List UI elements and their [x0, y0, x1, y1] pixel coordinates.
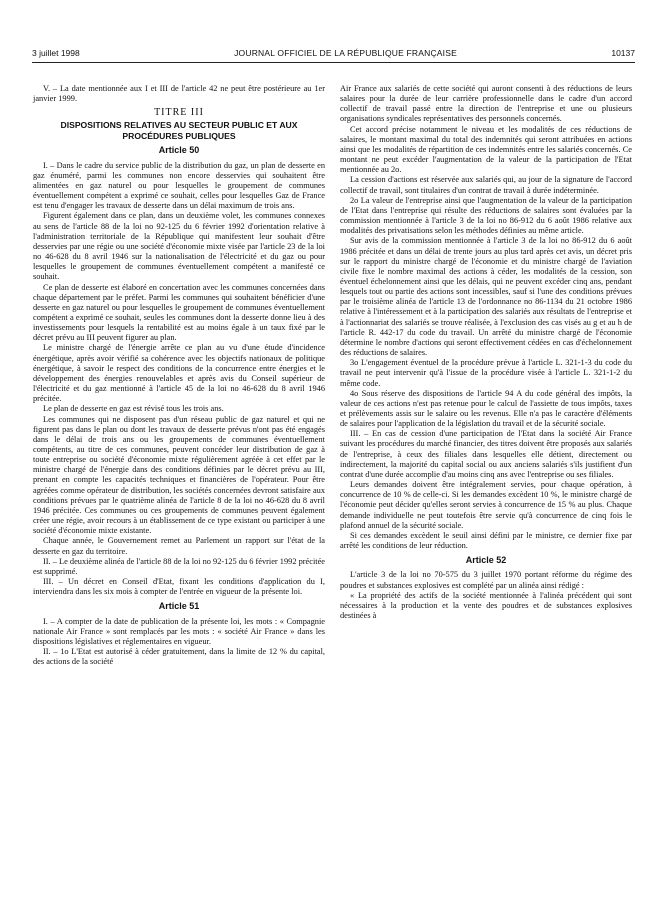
titre-subtitle: DISPOSITIONS RELATIVES AU SECTEUR PUBLIC ET AUX PROCÉDURES PUBLIQUES [60, 120, 298, 141]
article-51-body [33, 617, 325, 668]
paragraph: Cet accord précise notamment le niveau et les modalités de ces réductions de salaires, le montant maximal du total des indemnités qui seront attribuées en actions ainsi que les modalités de répartition de ces indemnités entre les salariés concernés. Ce montant ne peut excéder l'augmentation de la valeur de la participation de l'Etat mentionnée au 2o. [340, 124, 632, 175]
paragraph: II. – Le deuxième alinéa de l'article 88 de la loi no 92-125 du 6 février 1992 précitée est supprimé. [33, 556, 325, 576]
paragraph: La cession d'actions est réservée aux salariés qui, au jour de la signature de l'accord collectif de travail, sont titulaires d'un contrat de travail à durée indéterminée. [340, 175, 632, 195]
header-page-number: 10137 [611, 48, 635, 58]
paragraph: I. – Dans le cadre du service public de la distribution du gaz, un plan de desserte en gaz énuméré, parmi les communes non encore desservies qui souhaitent être alimentées en gaz naturel ou pour lesquelles le groupement de communes éventuellement compétent a exprimé ce souhait, celles pour lesquelles Gaz de France est tenu d'engager les travaux de desserte dans un délai maximum de trois ans. [33, 160, 325, 211]
paragraph: Leurs demandes doivent être intégralement servies, pour chaque opération, à concurrence de 10 % de celle-ci. Si les demandes excèdent 10 %, le ministre chargé de l'économie peut décider qu'elles seront servies à concurrence de 15 % au plus. Chaque demande individuelle ne peut toutefois être servie qu'à concurrence de cinq fois le plafond annuel de la sécurité sociale. [340, 480, 632, 530]
paragraph: « La propriété des actifs de la société mentionnée à l'alinéa précédent qui sont nécessaires à la production et la vente des poudres et de substances explosives destinées à [340, 590, 632, 620]
paragraph: 3o L'engagement éventuel de la procédure prévue à l'article L. 321-1-3 du code du travail ne peut intervenir qu'à l'issue de la procédure visée à l'article L. 321-1-2 du même code. [340, 358, 632, 388]
titre-heading: TITRE III [154, 107, 204, 119]
article-52-heading: Article 52 [465, 555, 507, 566]
article-50-heading: Article 50 [158, 145, 200, 156]
paragraph: II. – 1o L'Etat est autorisé à céder gratuitement, dans la limite de 12 % du capital, des actions de la société [33, 646, 325, 667]
paragraph: III. – En cas de cession d'une participation de l'Etat dans la société Air France suivant les procédures du marché financier, des titres doivent être proposés aux salariés de l'entreprise, à ceux des filiales dans lesquelles elle détient, directement ou indirectement, la majorité du capital social ou aux anciens salariés s'ils justifient d'un contrat d'une durée accomplie d'au moins cinq ans avec l'entreprise ou ses filiales. [340, 429, 632, 479]
page-header [32, 46, 635, 63]
paragraph: Ce plan de desserte est élaboré en concertation avec les communes concernées dans chaque département par le préfet. Parmi les communes qui souhaitent bénéficier d'une desserte en gaz naturel ou pour lesquelles le groupement de communes éventuellement compétent a exprimé ce souhait, seules les communes dont la desserte donne lieu à des investissements pour lesquels la rentabilité est au moins égale à un taux fixé par le décret prévu au III peuvent figurer au plan. [33, 282, 325, 343]
paragraph: I. – A compter de la date de publication de la présente loi, les mots : « Compagnie nationale Air France » sont remplacés par les mots : « société Air France » dans les dispositions législatives et réglementaires en vigueur. [33, 616, 325, 646]
paragraph: Le ministre chargé de l'énergie arrête ce plan au vu d'une étude d'incidence énergétique, après avoir vérifié sa cohérence avec les objectifs nationaux de politique énergétique, à savoir le respect des conditions de la concurrence entre énergies et le développement des énergies renouvelables et après avis du Conseil supérieur de l'électricité et du gaz mentionné à l'article 45 de la loi no 46-628 du 8 avril 1946 précitée. [33, 343, 325, 404]
paragraph: 2o La valeur de l'entreprise ainsi que l'augmentation de la valeur de la participation de l'Etat dans l'entreprise qui résulte des réductions de salaires sont évaluées par la commission mentionnée à l'article 3 de la loi no 86-912 du 6 août 1986 relative aux modalités des privatisations selon les méthodes définies au même article. [340, 195, 632, 236]
paragraph: 4o Sous réserve des dispositions de l'article 94 A du code général des impôts, la valeur de ces actions n'est pas retenue pour le calcul de l'assiette de tous impôts, taxes et prélèvements assis sur le salaire ou les revenus. Elle n'a pas le caractère d'éléments de salaires pour l'application de la législation du travail et de la sécurité sociale. [340, 388, 632, 429]
paragraph: Air France aux salariés de cette société qui auront consenti à des réductions de leurs salaires pour la durée de leur carrière professionnelle dans le cadre d'un accord collectif de travail passé entre la direction de l'entreprise et une ou plusieurs organisations syndicales représentatives des personnels concernés. [340, 84, 632, 124]
intro-paragraph: V. – La date mentionnée aux I et III de l'article 42 ne peut être postérieure au 1er janvier 1999. [33, 84, 325, 104]
paragraph: Les communes qui ne disposent pas d'un réseau public de gaz naturel et qui ne figurent pas dans le plan ou dont les travaux de desserte prévus n'ont pas été engagés dans le délai de trois ans ou les groupements de communes éventuellement compétents, au titre de ces communes, peuvent concéder leur distribution de gaz à toute entreprise ou société d'économie mixte régulièrement agréée à cet effet par le ministre chargé de l'énergie dans des conditions définies par le décret prévu au III, prenant en compte les capacités techniques et financières de l'opérateur. Pour être agréées comme opérateur de distribution, les sociétés concernées devront satisfaire aux conditions prévues par le quatrième alinéa de l'article 8 de la loi no 46-628 du 8 avril 1946 précitée. Ces communes ou ces groupements de communes peuvent également créer une régie, avoir recours à un établissement de ce type existant ou participer à une société d'économie mixte existante. [33, 414, 325, 536]
header-journal-title: JOURNAL OFFICIEL DE LA RÉPUBLIQUE FRANÇAISE [234, 48, 457, 58]
article-51-heading: Article 51 [158, 601, 200, 612]
article-50-body [33, 161, 325, 598]
article-52-body [340, 570, 632, 621]
left-column [33, 84, 325, 667]
paragraph: L'article 3 de la loi no 70-575 du 3 juillet 1970 portant réforme du régime des poudres et substances explosives est complété par un alinéa ainsi rédigé : [340, 570, 632, 590]
paragraph: Figurent également dans ce plan, dans un deuxième volet, les communes connexes au sens de l'article 88 de la loi no 92-125 du 6 février 1992 d'orientation relative à l'administration territoriale de la République qui manifestent leur souhait d'être desservies par une régie ou une société d'économie mixte visée par l'article 23 de la loi no 46-628 du 8 avril 1946 sur la nationalisation de l'électricité et du gaz ou pour lesquelles le groupement de communes éventuellement compétent a manifesté ce souhait. [33, 211, 325, 282]
article-51-continued-body [340, 84, 632, 551]
paragraph: III. – Un décret en Conseil d'Etat, fixant les conditions d'application du I, interviendra dans les six mois à compter de l'entrée en vigueur de la présente loi. [33, 577, 325, 597]
paragraph: Sur avis de la commission mentionnée à l'article 3 de la loi no 86-912 du 6 août 1986 précitée et dans un délai de trente jours au plus tard après cet avis, un décret pris sur le rapport du ministre chargé de l'économie et du ministre chargé de l'aviation civile fixe le nombre maximal des actions à céder, les modalités de la cession, son éventuel échelonnement ainsi que les délais, qui ne peuvent excéder cinq ans, pendant lesquels tout ou partie des actions sont incessibles, sauf si l'une des conditions prévues par le troisième alinéa de l'article 13 de l'ordonnance no 86-1134 du 21 octobre 1986 relative à l'intéressement et à la participation des salariés aux résultats de l'entreprise et à l'actionnariat des salariés se trouve réalisée, à l'exclusion des cas visés au g et au h de l'article R. 442-17 du code du travail. Un arrêté du ministre chargé de l'économie détermine le nombre d'actions qui seront effectivement cédées en cas d'échelonnement des réductions de salaires. [340, 236, 632, 358]
paragraph: Le plan de desserte en gaz est révisé tous les trois ans. [43, 404, 224, 414]
paragraph: Si ces demandes excèdent le seuil ainsi défini par le ministre, ce dernier fixe par arrêté les conditions de leur réduction. [340, 530, 632, 551]
paragraph: Chaque année, le Gouvernement remet au Parlement un rapport sur l'état de la desserte en gaz du territoire. [33, 536, 325, 556]
header-date: 3 juillet 1998 [32, 48, 80, 58]
right-column [340, 84, 632, 621]
